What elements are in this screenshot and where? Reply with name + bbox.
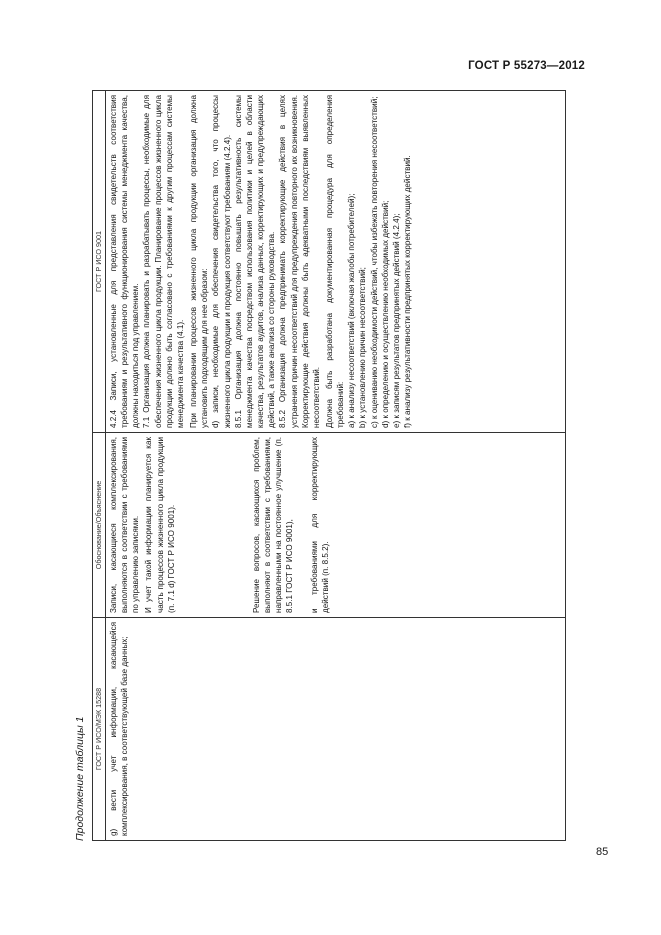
paragraph: Должна быть разработана документированная процедура для определения требований: <box>324 95 346 428</box>
cell-15288 <box>106 618 566 841</box>
header-gost-iso-9001: ГОСТ Р ИСО 9001 <box>93 91 106 433</box>
comparison-table <box>92 90 566 841</box>
list-item: a) к анализу несоответствий (включая жалобы потребителей); <box>347 193 357 428</box>
cell-justification <box>106 433 566 618</box>
document-code: ГОСТ Р 55273—2012 <box>468 60 585 72</box>
paragraph: d) записи, необходимые для обеспечения свидетельства того, что процессы жизненного цикла продукции и продукция соответствуют требованиям (4.2.4). <box>211 95 232 428</box>
cell-9001 <box>106 91 566 433</box>
list-item: f) к анализу результативности предпринятых корректирующих действий. <box>403 155 413 428</box>
header-gost-iec-15288: ГОСТ Р ИСО/МЭК 15288 <box>93 618 106 841</box>
paragraph: 8.5.2 Организация должна предпринимать корректирующие действия в целях устранения причин несоответствий для предупреждения повторного их возникновения. Корректирующие действия должны быть адекватными последствиям выявленных несоответствий. <box>278 95 321 428</box>
paragraph: Решение вопросов, касающихся проблем, выполняют в соответствии с требованиями, направленными на постоянное улучшение (п. 8.5.1 ГОСТ Р ИСО 9001), <box>251 437 295 613</box>
list-item: c) к оцениванию необходимости действий, чтобы избежать повторения несоответствий; <box>369 96 379 428</box>
page-number: 85 <box>596 846 609 858</box>
paragraph: Записи, касающиеся комплексирования, выполняются в соответствии с требованиями по управлению записями. <box>109 437 141 613</box>
list-item: d) к определению и осуществлению необходимых действий; <box>380 200 390 428</box>
paragraph: g) вести учет информации, касающейся комплексирования, в соответствующей базе данных; <box>109 622 130 836</box>
table-header-row <box>93 91 106 841</box>
list-item: b) к установлению причин несоответствий; <box>358 267 368 428</box>
paragraph: 4.2.4 Записи, установленные для представления свидетельств соответствия требованиям и результативного функционирования системы менеджмента качества, должны находиться под управлением. <box>109 95 141 428</box>
continuation-label: Продолжение таблицы 1 <box>74 716 86 841</box>
rotated-table-page <box>72 91 583 841</box>
list-item: e) к записям результатов предпринятых действий (4.2.4); <box>391 213 401 428</box>
paragraph: 7.1 Организация должна планировать и разрабатывать процессы, необходимые для обеспечения жизненного цикла продукции. Планирование процессов жизненного цикла продукции должно быть согласовано с требованиями к другим процессам системы менеджмента качества (4.1). <box>142 95 185 428</box>
paragraph: И учет такой информации планируется как часть процессов жизненного цикла продукции (п. 7.1 d) ГОСТ Р ИСО 9001). <box>144 437 176 613</box>
paragraph: 8.5.1 Организация должна постоянно повышать результативность системы менеджмента качества посредством использования политики и целей в области качества, результатов аудитов, анализа данных, корректирующих и предупреждающих действий, а также анализа со стороны руководства. <box>233 95 277 428</box>
paragraph: При планировании процессов жизненного цикла продукции организация должна установить подходящим для нее образом: <box>189 95 210 428</box>
table-row <box>106 91 566 841</box>
header-justification: Обоснование/Объяснение <box>93 433 106 618</box>
paragraph: и требованиями для корректирующих действий (п. 8.5.2). <box>309 437 330 613</box>
